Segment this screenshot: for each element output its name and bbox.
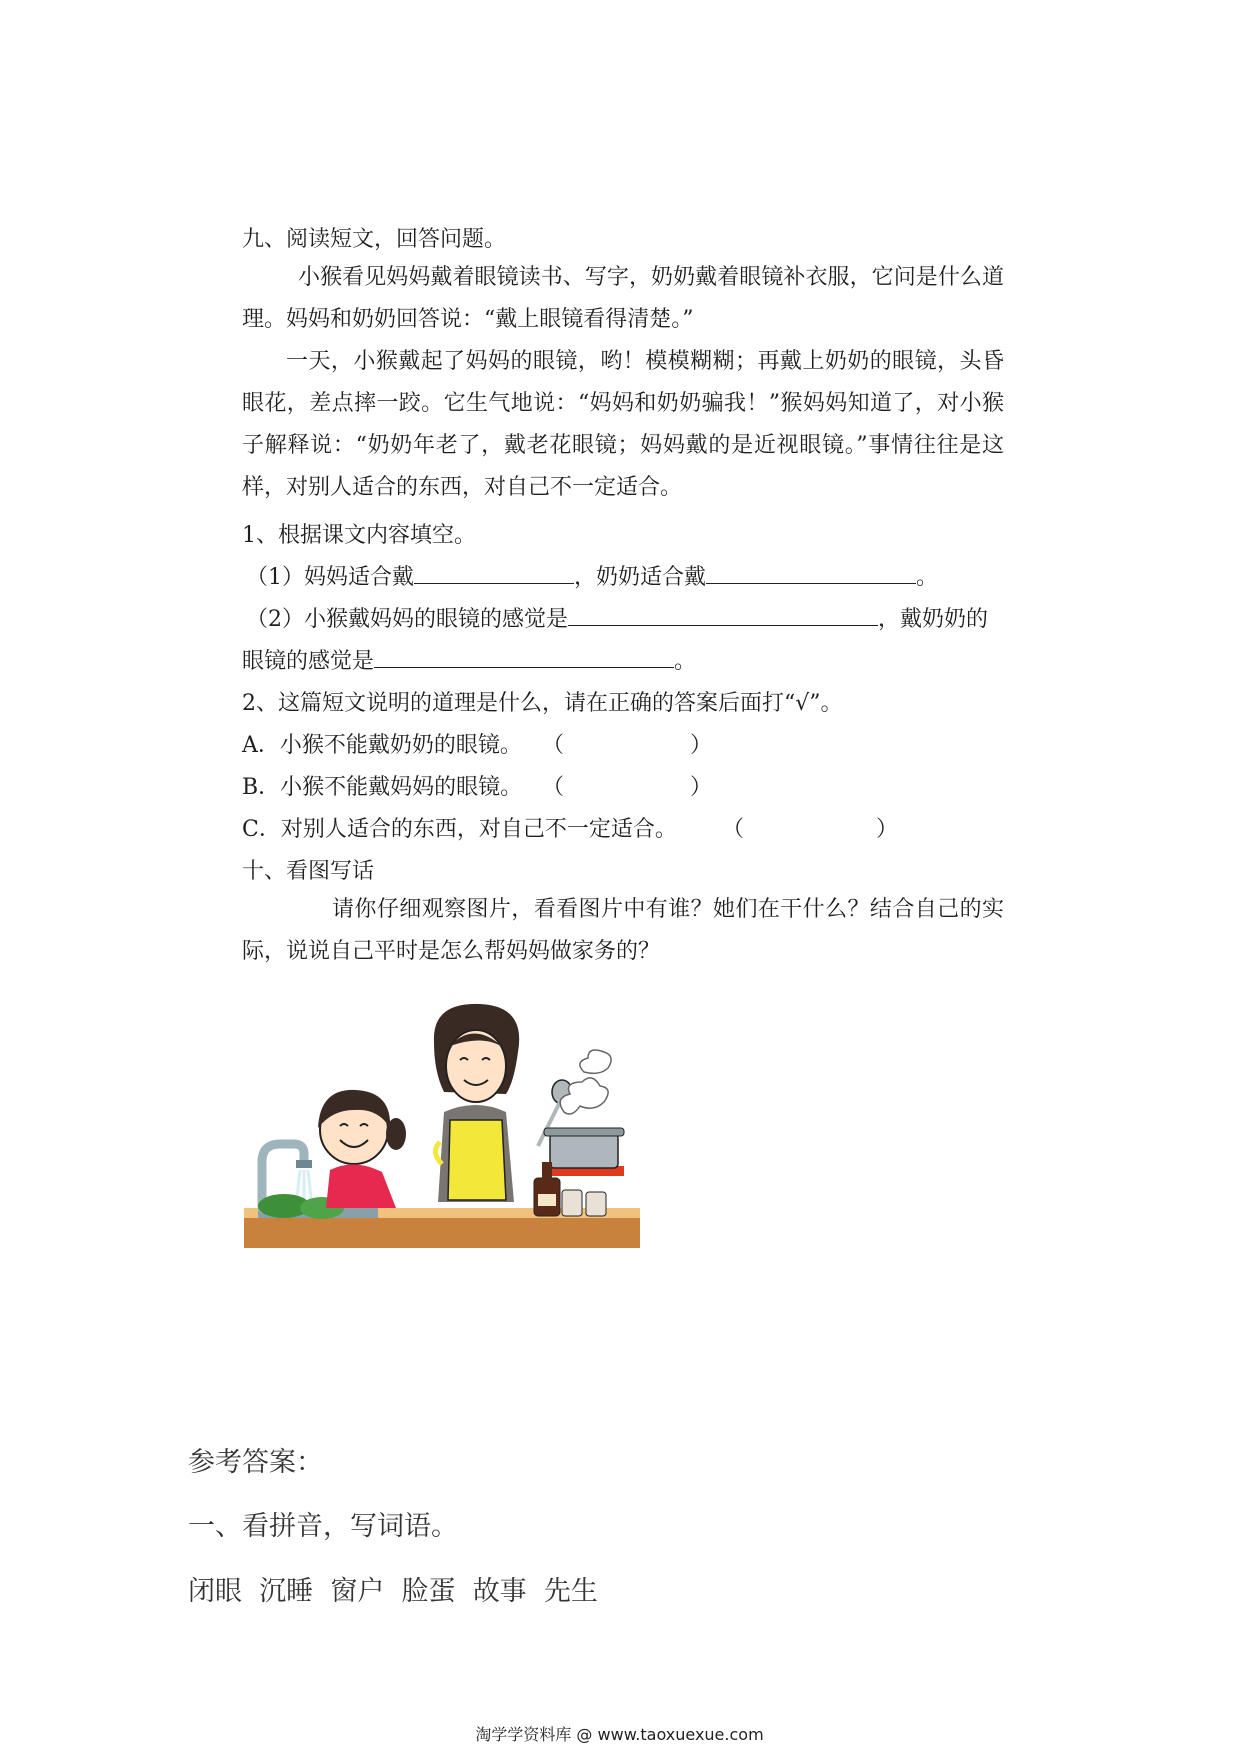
q1-1-end: 。 (916, 565, 939, 590)
section10-prompt: 请你仔细观察图片，看看图片中有谁？她们在干什么？结合自己的实际，说说自己平时是怎么帮妈妈做家务的？ (242, 897, 1004, 964)
question2-title: 2、这篇短文说明的道理是什么，请在正确的答案后面打“√”。 (242, 691, 843, 716)
option-b-text: B．小猴不能戴妈妈的眼镜。 (242, 775, 523, 800)
option-a-open-paren[interactable]: （ (542, 733, 565, 758)
question1-title: 1、根据课文内容填空。 (242, 523, 476, 548)
q1-1-prefix: （1）妈妈适合戴 (246, 565, 414, 590)
option-c-close-paren: ） (876, 817, 899, 842)
answer-word: 先生 (543, 1576, 598, 1607)
passage-paragraph-2: 一天，小猴戴起了妈妈的眼镜，哟！模模糊糊；再戴上奶奶的眼镜，头昏眼花，差点摔一跤。它生气地说：“妈妈和奶奶骗我！”猴妈妈知道了，对小猴子解释说：“奶奶年老了，戴老花眼镜；妈妈戴的是近视眼镜。”事情往往是这样，对别人适合的东西，对自己不一定适合。 (242, 349, 1004, 500)
option-c-open-paren[interactable]: （ (722, 817, 745, 842)
grandma-glasses-blank[interactable] (706, 561, 916, 584)
option-a (242, 728, 522, 759)
option-b (242, 770, 522, 801)
grandma-glasses-feeling-blank[interactable] (374, 645, 674, 668)
q1-2-middle: ，戴奶奶的 (878, 607, 989, 632)
answer-word: 脸蛋 (401, 1576, 456, 1607)
option-a-text: A．小猴不能戴奶奶的眼镜。 (242, 733, 522, 758)
option-c (242, 812, 677, 843)
option-b-close-paren: ） (690, 775, 713, 800)
section9-title: 九、阅读短文，回答问题。 (242, 227, 507, 252)
question1-item1 (246, 560, 938, 591)
answer-word: 闭眼 (188, 1576, 242, 1607)
option-c-text: C．对别人适合的东西，对自己不一定适合。 (242, 817, 677, 842)
answer-word: 沉睡 (259, 1576, 314, 1607)
answers-part1-title: 一、看拼音，写词语。 (188, 1511, 458, 1542)
section10-title: 十、看图写话 (242, 859, 375, 884)
question1-item2 (246, 602, 988, 633)
answer-word: 窗户 (330, 1576, 385, 1607)
answers-title: 参考答案： (188, 1447, 323, 1478)
passage-paragraph-1: 小猴看见妈妈戴着眼镜读书、写字，奶奶戴着眼镜补衣服，它问是什么道理。妈妈和奶奶回答说：“戴上眼镜看得清楚。” (242, 265, 1004, 332)
option-b-open-paren[interactable]: （ (542, 775, 565, 800)
answer-word: 故事 (472, 1576, 527, 1607)
q1-2-prefix: （2）小猴戴妈妈的眼镜的感觉是 (246, 607, 568, 632)
q1-2-second-prefix: 眼镜的感觉是 (242, 649, 375, 674)
mom-glasses-feeling-blank[interactable] (568, 603, 878, 626)
cooking-illustration (244, 1002, 640, 1248)
q1-1-middle: ，奶奶适合戴 (574, 565, 707, 590)
question1-item2-continued (242, 644, 696, 675)
option-a-close-paren: ） (690, 733, 713, 758)
footer-watermark: 淘学学资料库 @ www.taoxuexue.com (475, 1725, 764, 1744)
answers-words (188, 1569, 598, 1608)
mom-glasses-blank[interactable] (414, 561, 574, 584)
q1-2-end: 。 (674, 649, 697, 674)
